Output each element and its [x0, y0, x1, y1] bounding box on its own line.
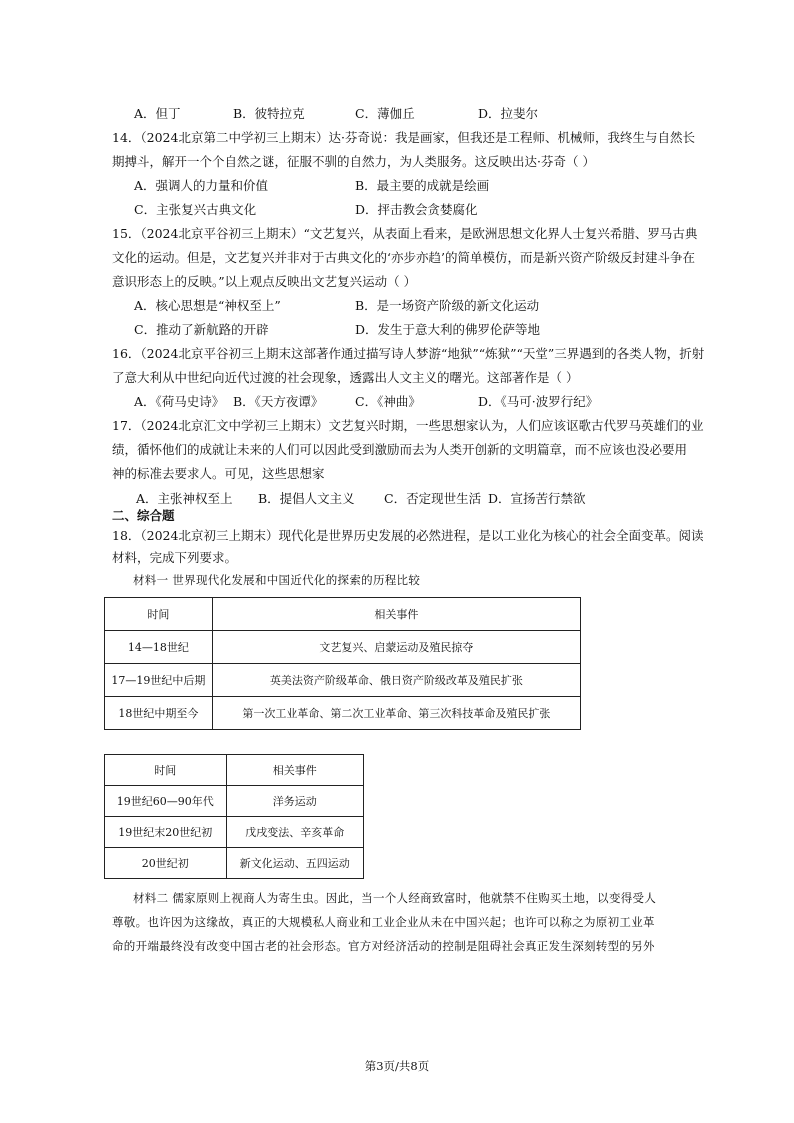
q18-text-line: 18．（2024北京初三上期末）现代化是世界历史发展的必然进程，是以工业化为核心的社会全面变革。阅读 [112, 528, 704, 543]
q17-text-line: 17．（2024北京汇文中学初三上期末）文艺复兴时期，一些思想家认为，人们应该讴歌古代罗马英雄们的业 [112, 418, 704, 433]
table-cell-time: 20世纪初 [105, 848, 227, 879]
q17-option-d: D．宣扬苦行禁欲 [488, 491, 586, 506]
q16-option-c: C．《神曲》 [355, 394, 421, 409]
q15-option-c: C．推动了新航路的开辟 [134, 322, 269, 337]
q15-option-a: A．核心思想是“神权至上” [134, 298, 281, 313]
q17-text-line: 神的标准去要求人。可见，这些思想家 [112, 466, 325, 481]
table-cell-time: 19世纪末20世纪初 [105, 817, 227, 848]
material2-text-line: 命的开端最终没有改变中国古老的社会形态。官方对经济活动的控制是阻碍社会真正发生深刻转型的另外 [112, 939, 655, 953]
q14-option-d: D．抨击教会贪婪腐化 [355, 202, 478, 217]
q15-option-b: B．是一场资产阶级的新文化运动 [355, 298, 540, 313]
table-cell-events: 新文化运动、五四运动 [226, 848, 363, 879]
q14-text-line: 期搏斗，解开一个个自然之谜，征服不驯的自然力，为人类服务。这反映出达·芬奇（ ） [112, 154, 595, 169]
q16-option-a: A．《荷马史诗》 [134, 394, 225, 409]
q15-text-line: 文化的运动。但是，文艺复兴并非对于古典文化的‘亦步亦趋’的简单模仿，而是新兴资产阶级反封建斗争在 [112, 250, 695, 265]
table-header-row [105, 598, 581, 631]
material2-text-line: 材料二 儒家原则上视商人为寄生虫。因此，当一个人经商致富时，他就禁不住购买土地，以变得受人 [133, 891, 657, 905]
q15-option-d: D．发生于意大利的佛罗伦萨等地 [355, 322, 541, 337]
page-footer: 第3页/共8页 [364, 1059, 430, 1073]
q14-option-b: B．最主要的成就是绘画 [355, 178, 490, 193]
table-header-cell: 相关事件 [226, 755, 363, 786]
q15-text-line: 意识形态上的反映。”以上观点反映出文艺复兴运动（ ） [112, 274, 417, 289]
q16-text-line: 了意大利从中世纪向近代过渡的社会现象，透露出人文主义的曙光。这部著作是（ ） [112, 370, 579, 385]
q13-option-b: B．彼特拉克 [233, 106, 305, 121]
q17-text-line: 绩，循怀他们的成就让未来的人们可以因此受到激励而去为人类开创新的文明篇章，而不应该也没必要用 [112, 442, 688, 457]
table-row [105, 786, 364, 817]
q18-text-line: 材料，完成下列要求。 [112, 550, 238, 565]
table-header-cell: 时间 [105, 755, 227, 786]
table-header-cell: 相关事件 [212, 598, 580, 631]
q15-text-line: 15．（2024北京平谷初三上期末）“文艺复兴，从表面上看来，是欧洲思想文化界人士复兴希腊、罗马古典 [112, 226, 698, 241]
q17-option-a: A．主张神权至上 [136, 491, 233, 506]
table-cell-events: 文艺复兴、启蒙运动及殖民掠夺 [212, 631, 580, 664]
table-china-modernization [104, 754, 364, 879]
table-row [105, 848, 364, 879]
table-cell-events: 洋务运动 [226, 786, 363, 817]
q13-option-c: C．薄伽丘 [355, 106, 415, 121]
table-header-cell: 时间 [105, 598, 213, 631]
table-header-row [105, 755, 364, 786]
material1-title: 材料一 世界现代化发展和中国近代化的探索的历程比较 [133, 573, 421, 587]
table-cell-time: 14—18世纪 [105, 631, 213, 664]
q13-option-a: A．但丁 [134, 106, 181, 121]
table-row [105, 817, 364, 848]
table-row [105, 631, 581, 664]
q14-option-c: C．主张复兴古典文化 [134, 202, 257, 217]
q16-option-b: B．《天方夜谭》 [233, 394, 324, 409]
section-title: 二、综合题 [112, 508, 175, 523]
q13-option-d: D．拉斐尔 [478, 106, 539, 121]
q17-option-b: B．提倡人文主义 [258, 491, 355, 506]
q17-option-c: C．否定现世生活 [384, 491, 482, 506]
table-cell-time: 17—19世纪中后期 [105, 664, 213, 697]
table-cell-time: 18世纪中期至今 [105, 697, 213, 730]
table-cell-time: 19世纪60—90年代 [105, 786, 227, 817]
table-cell-events: 第一次工业革命、第二次工业革命、第三次科技革命及殖民扩张 [212, 697, 580, 730]
q16-text-line: 16．（2024北京平谷初三上期末这部著作通过描写诗人梦游“地狱”“炼狱”“天堂”三界遇到的各类人物，折射 [112, 346, 705, 361]
q16-option-d: D．《马可·波罗行纪》 [478, 394, 599, 409]
material2-text-line: 尊敬。也许因为这缘故，真正的大规模私人商业和工业企业从未在中国兴起；也许可以称之为原初工业革 [112, 915, 655, 929]
table-row [105, 664, 581, 697]
table-cell-events: 戊戌变法、辛亥革命 [226, 817, 363, 848]
q14-option-a: A．强调人的力量和价值 [134, 178, 269, 193]
table-row [105, 697, 581, 730]
table-world-modernization [104, 597, 581, 730]
table-cell-events: 英美法资产阶级革命、俄日资产阶级改革及殖民扩张 [212, 664, 580, 697]
q14-text-line: 14．（2024北京第二中学初三上期末）达·芬奇说：我是画家，但我还是工程师、机械师，我终生与自然长 [112, 130, 695, 145]
